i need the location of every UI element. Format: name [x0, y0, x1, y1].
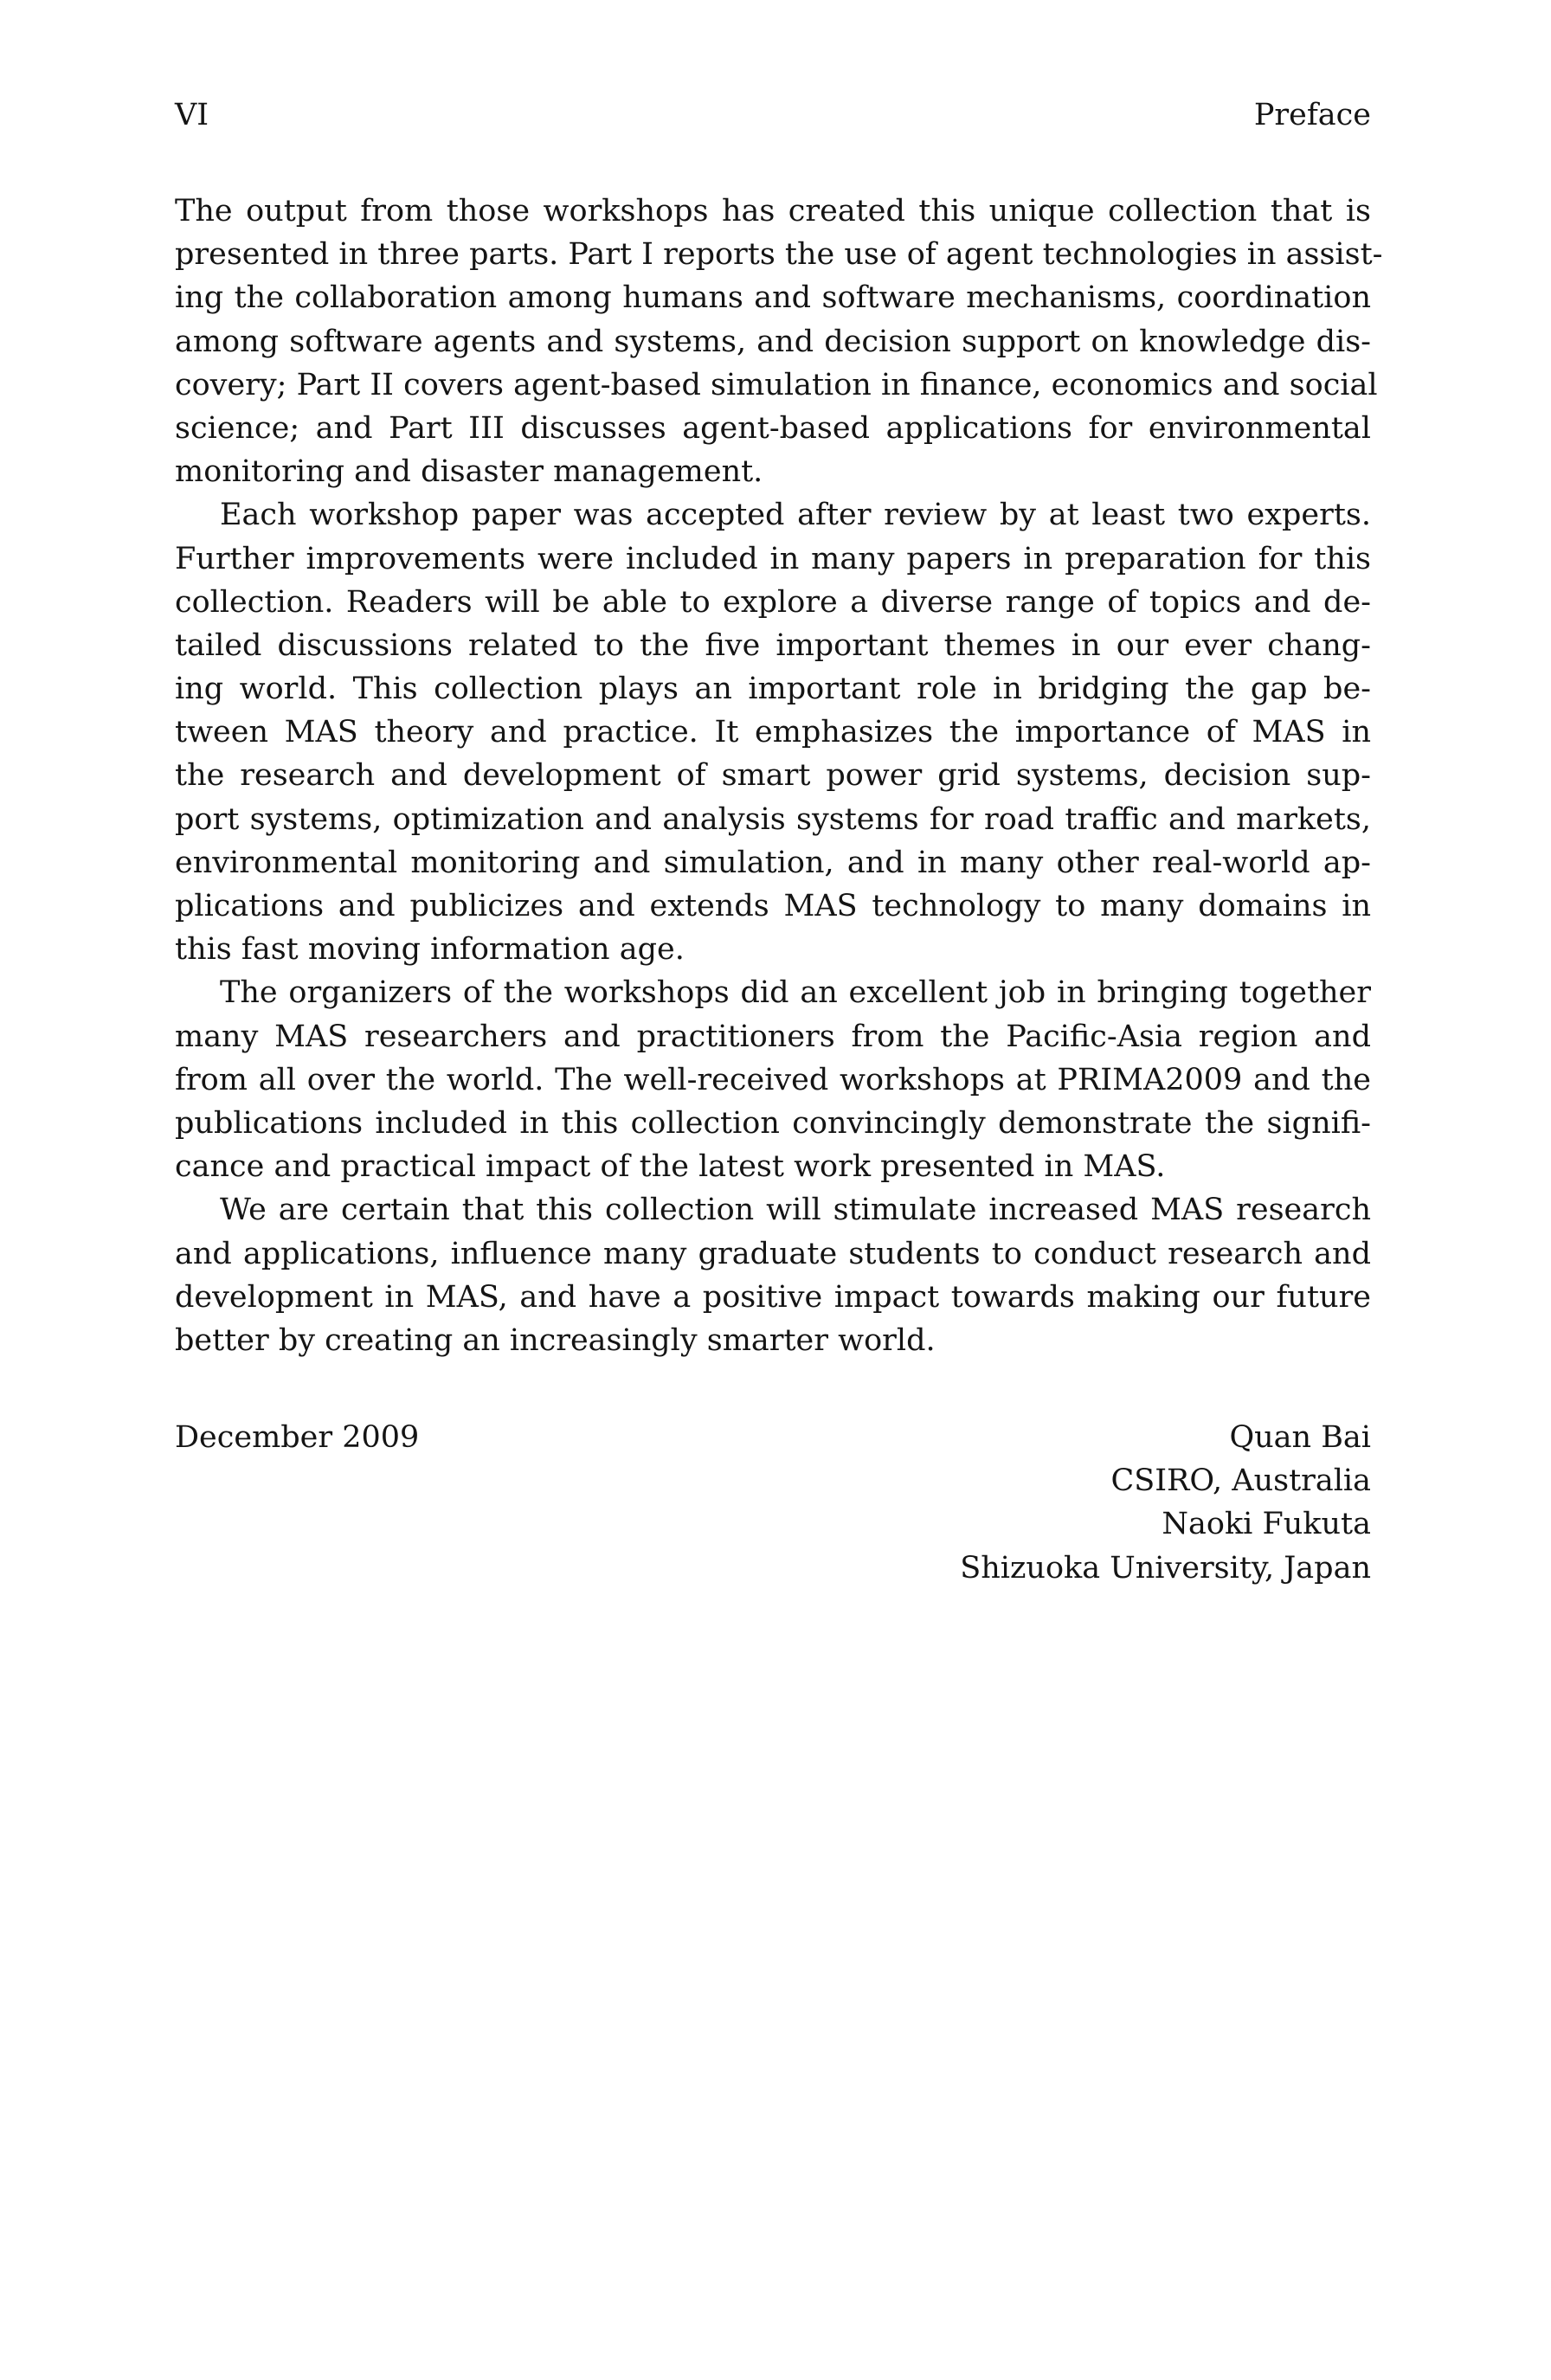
- date: December 2009: [175, 1420, 420, 1455]
- signature-block: [960, 1416, 1371, 1590]
- paragraph-3: [175, 971, 1371, 1188]
- text-line: The organizers of the workshops did an excellent job in bringing together: [220, 975, 1371, 1011]
- paragraph-4: [175, 1188, 1371, 1362]
- paragraph-2: [175, 493, 1371, 971]
- editor-affiliation: Shizuoka University, Japan: [960, 1550, 1371, 1586]
- text-line: environmental monitoring and simulation, and in many other real-world ap-: [175, 845, 1371, 880]
- text-line: Each workshop paper was accepted after review by at least two experts.: [220, 498, 1371, 533]
- text-line: The output from those workshops has created this unique collection that is: [175, 194, 1371, 228]
- text-line: science; and Part III discusses agent-based applications for environmental: [175, 410, 1371, 446]
- editor-name: Naoki Fukuta: [1162, 1507, 1371, 1542]
- page-number: VI: [175, 98, 209, 132]
- text-line: Further improvements were included in many papers in preparation for this: [175, 541, 1371, 576]
- editor-affiliation: CSIRO, Australia: [1110, 1463, 1371, 1499]
- text-line: tween MAS theory and practice. It emphasizes the importance of MAS in: [175, 715, 1371, 750]
- text-line: among software agents and systems, and decision support on knowledge dis-: [175, 324, 1371, 359]
- paragraph-1: [175, 190, 1383, 493]
- text-line: publications included in this collection convincingly demonstrate the signifi-: [175, 1105, 1371, 1141]
- text-line: tailed discussions related to the five important themes in our ever chang-: [175, 627, 1371, 663]
- text-line: monitoring and disaster management.: [175, 454, 763, 490]
- text-line: from all over the world. The well-received workshops at PRIMA2009 and the: [175, 1062, 1371, 1097]
- text-line: cance and practical impact of the latest work presented in MAS.: [175, 1149, 1166, 1185]
- text-line: covery; Part II covers agent-based simulation in finance, economics and social: [175, 367, 1378, 402]
- text-line: better by creating an increasingly smarter world.: [175, 1322, 936, 1358]
- text-line: ing world. This collection plays an important role in bridging the gap be-: [175, 672, 1371, 707]
- text-line: presented in three parts. Part I reports the use of agent technologies in assist-: [175, 237, 1383, 273]
- running-head: [175, 93, 1371, 137]
- text-line: the research and development of smart power grid systems, decision sup-: [175, 758, 1371, 794]
- text-line: We are certain that this collection will stimulate increased MAS research: [220, 1193, 1371, 1228]
- section-title: Preface: [1253, 98, 1371, 132]
- text-line: this fast moving information age.: [175, 932, 685, 968]
- text-line: development in MAS, and have a positive impact towards making our future: [175, 1279, 1371, 1315]
- editor-name: Quan Bai: [1229, 1420, 1371, 1455]
- text-line: port systems, optimization and analysis systems for road traffic and markets,: [175, 801, 1371, 837]
- preface-body: [175, 190, 1383, 1362]
- text-line: plications and publicizes and extends MAS technology to many domains in: [175, 889, 1371, 923]
- text-line: collection. Readers will be able to explore a diverse range of topics and de-: [175, 584, 1371, 620]
- text-line: ing the collaboration among humans and software mechanisms, coordination: [175, 280, 1371, 316]
- text-line: and applications, influence many graduate students to conduct research and: [175, 1236, 1371, 1271]
- text-line: many MAS researchers and practitioners from the Pacific-Asia region and: [175, 1019, 1371, 1054]
